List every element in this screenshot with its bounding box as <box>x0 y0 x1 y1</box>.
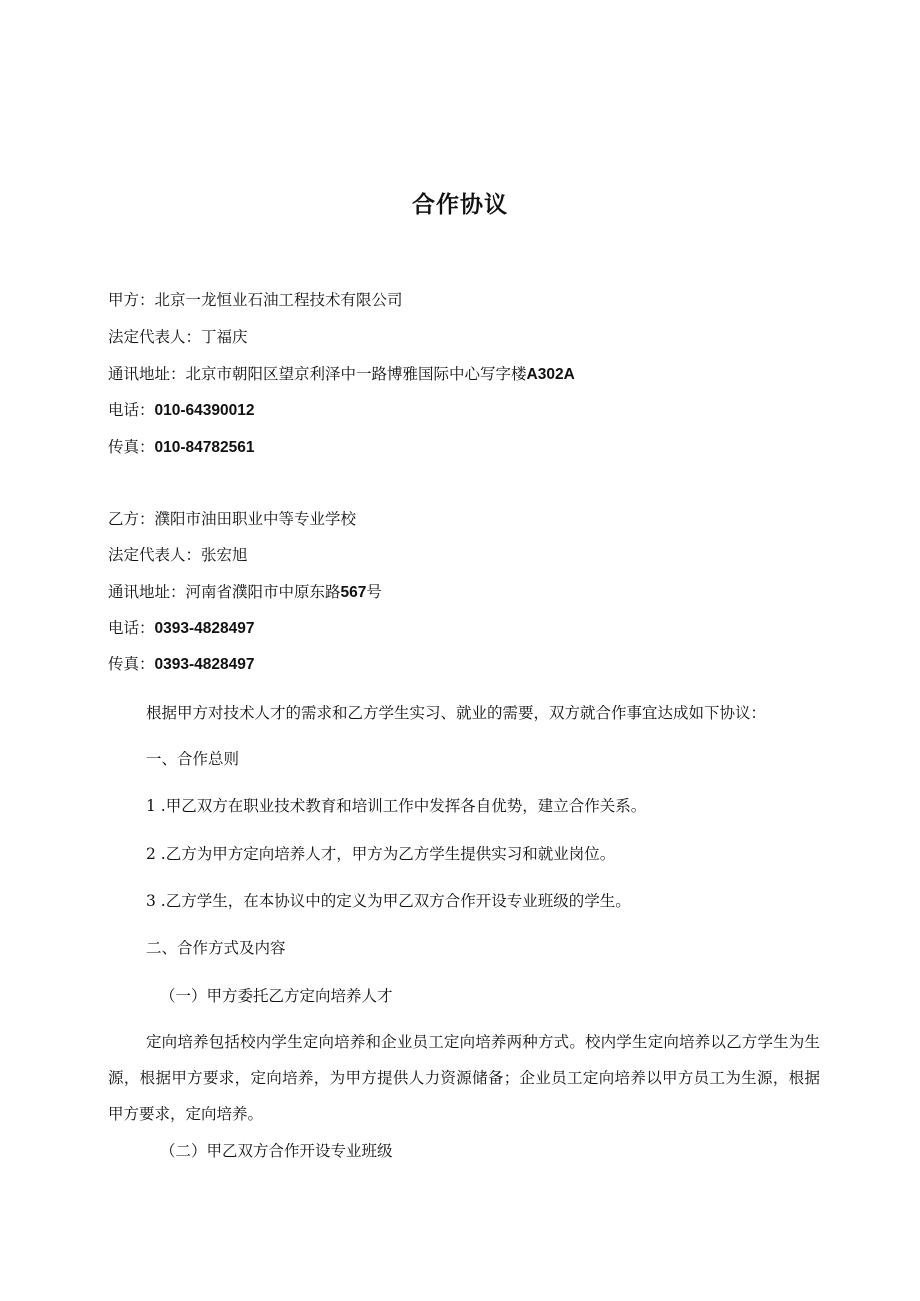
party-b-phone: 0393-4828497 <box>154 620 255 637</box>
party-b-address: 河南省濮阳市中原东路 <box>185 583 341 601</box>
party-a-address-label: 通讯地址： <box>108 365 186 383</box>
party-a-address: 北京市朝阳区望京利泽中一路博雅国际中心写字楼 <box>185 365 527 383</box>
party-a-address-line <box>108 364 575 385</box>
party-b-name-label: 乙方： <box>108 510 155 528</box>
section1-heading: 一、合作总则 <box>146 750 240 768</box>
section1-item: 2 .乙方为甲方定向培养人才，甲方为乙方学生提供实习和就业岗位。 <box>146 845 616 863</box>
intro-paragraph: 根据甲方对技术人才的需求和乙方学生实习、就业的需要，双方就合作事宜达成如下协议： <box>146 704 767 722</box>
party-a-rep: 丁福庆 <box>201 328 248 346</box>
party-b-address-number: 567 <box>340 584 367 601</box>
party-b-name: 濮阳市油田职业中等专业学校 <box>154 510 357 528</box>
party-b-phone-label: 电话： <box>108 619 155 637</box>
party-a-fax-line <box>108 437 255 458</box>
party-a-phone-line <box>108 400 255 421</box>
section1-item: 3 .乙方学生，在本协议中的定义为甲乙双方合作开设专业班级的学生。 <box>146 892 631 910</box>
section1-item: 1 .甲乙双方在职业技术教育和培训工作中发挥各自优势，建立合作关系。 <box>146 797 647 815</box>
section2-subheading-2: （二）甲乙双方合作开设专业班级 <box>160 1142 393 1160</box>
party-a-rep-label: 法定代表人： <box>108 328 202 346</box>
party-b-fax: 0393-4828497 <box>154 656 255 673</box>
party-b-fax-line <box>108 654 255 675</box>
party-a-name-label: 甲方： <box>108 291 155 309</box>
party-b-name-line <box>108 509 356 529</box>
party-b-address-line <box>108 582 382 603</box>
party-a-address-unit: A302A <box>526 366 575 383</box>
section2-sub1-paragraph: 定向培养包括校内学生定向培养和企业员工定向培养两种方式。校内学生定向培养以乙方学生为生源，根据甲方要求，定向培养，为甲方提供人力资源储备；企业员工定向培养以甲方员工为生源，根据甲方要求，定向培养。 <box>108 1033 820 1123</box>
party-a-rep-line <box>108 327 248 347</box>
party-b-fax-label: 传真： <box>108 655 155 673</box>
party-a-fax: 010-84782561 <box>154 439 255 456</box>
section2-heading: 二、合作方式及内容 <box>146 939 286 957</box>
party-a-name: 北京一龙恒业石油工程技术有限公司 <box>154 291 403 309</box>
party-a-fax-label: 传真： <box>108 438 155 456</box>
party-b-rep-line <box>108 545 248 565</box>
party-a-phone-label: 电话： <box>108 401 155 419</box>
party-a-name-line <box>108 290 403 310</box>
party-b-rep: 张宏旭 <box>201 546 248 564</box>
section2-subheading-1: （一）甲方委托乙方定向培养人才 <box>160 987 393 1005</box>
party-b-phone-line <box>108 618 255 639</box>
party-a-phone: 010-64390012 <box>154 402 255 419</box>
document-title: 合作协议 <box>412 192 508 218</box>
party-b-rep-label: 法定代表人： <box>108 546 202 564</box>
party-b-address-suffix: 号 <box>366 583 382 601</box>
party-b-address-label: 通讯地址： <box>108 583 186 601</box>
